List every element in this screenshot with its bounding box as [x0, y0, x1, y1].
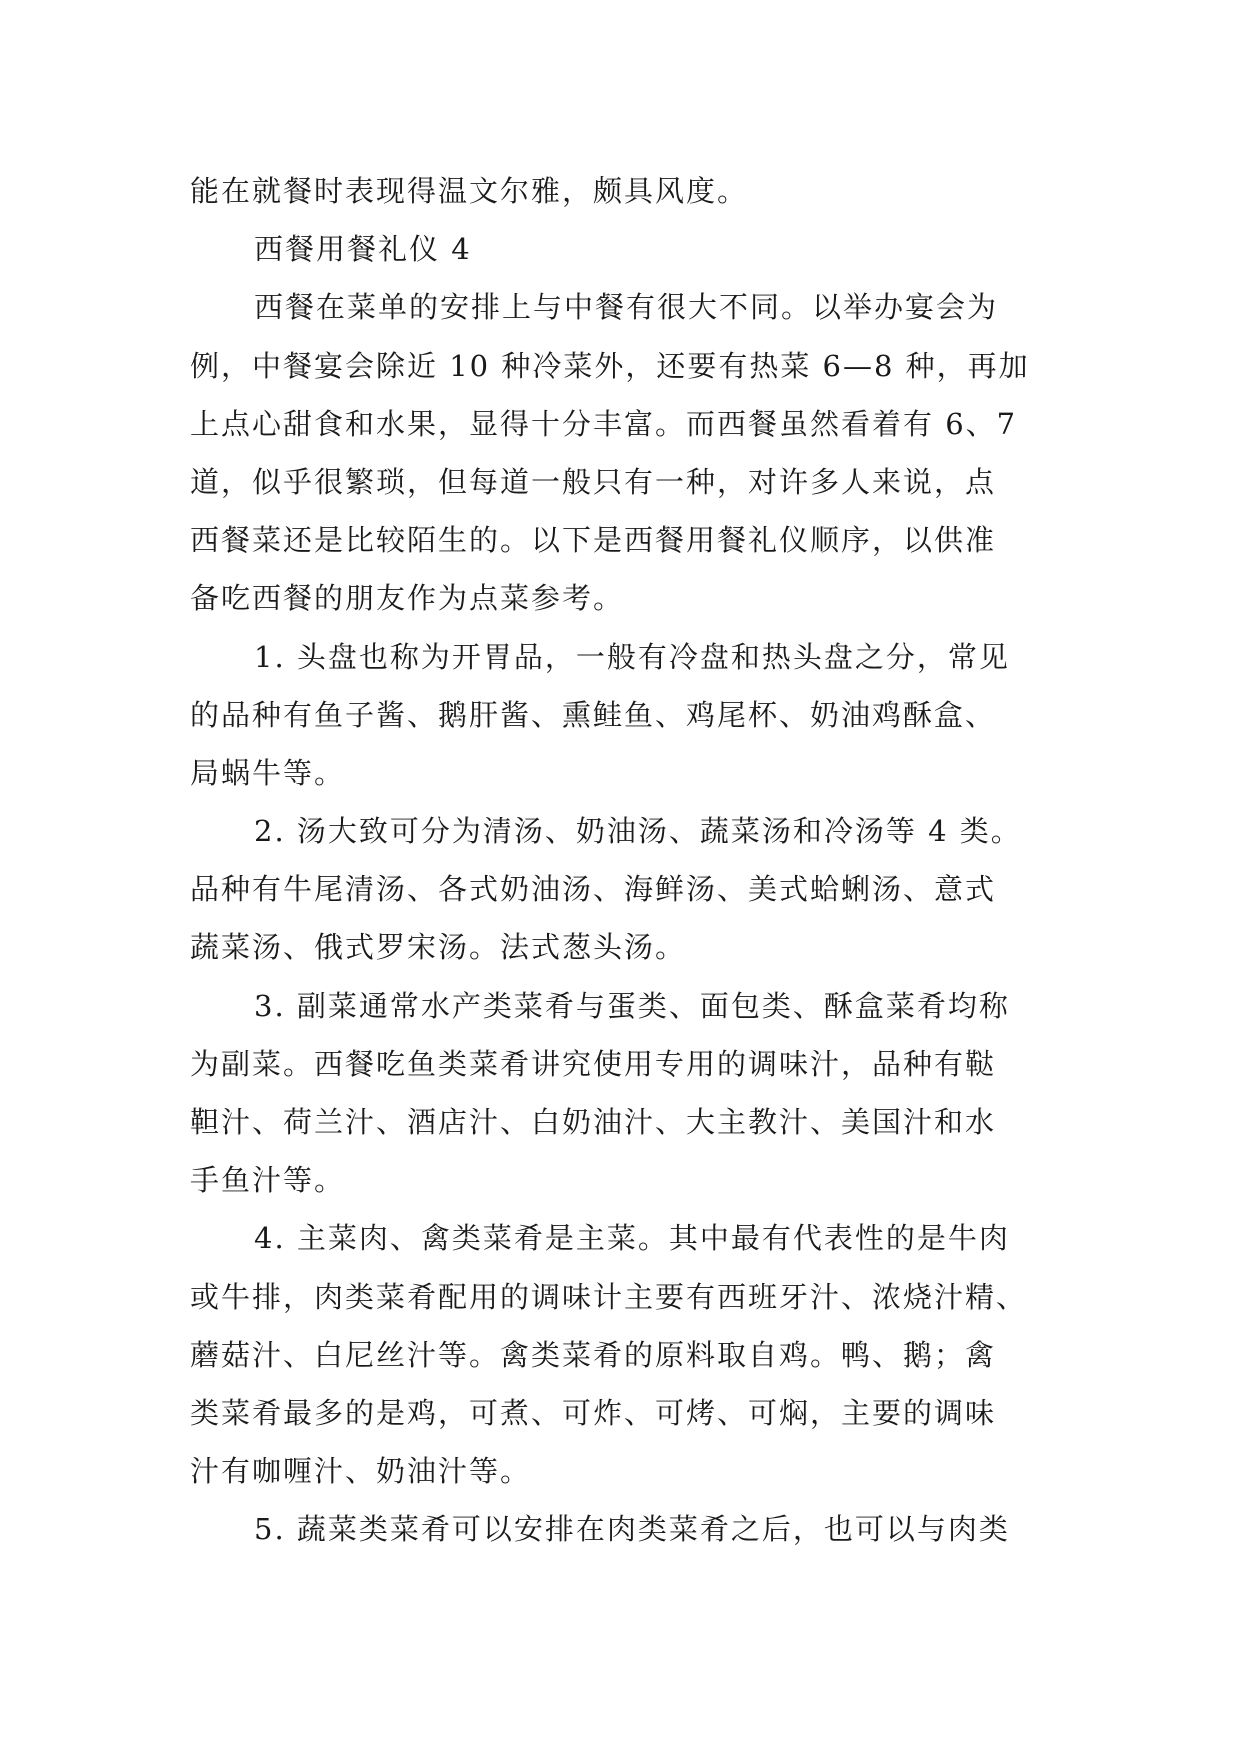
text-line: 品种有牛尾清汤、各式奶油汤、海鲜汤、美式蛤蜊汤、意式 [190, 872, 997, 907]
text-line: 局蜗牛等。 [190, 755, 346, 790]
text-line: 手鱼汁等。 [190, 1163, 346, 1198]
text-line: 为副菜。西餐吃鱼类菜肴讲究使用专用的调味汁，品种有鞑 [190, 1046, 997, 1081]
text-line: 或牛排，肉类菜肴配用的调味计主要有西班牙汁、浓烧汁精、 [190, 1279, 1028, 1314]
text-line: 蘑菇汁、白尼丝汁等。禽类菜肴的原料取自鸡。鸭、鹅；禽 [190, 1337, 997, 1372]
list-item-start: 3. 副菜通常水产类菜肴与蛋类、面包类、酥盒菜肴均称 [254, 988, 1010, 1023]
text-line: 例，中餐宴会除近 10 种冷菜外，还要有热菜 6—8 种，再加 [190, 348, 1030, 383]
text-line: 西餐菜还是比较陌生的。以下是西餐用餐礼仪顺序，以供准 [190, 523, 997, 558]
list-item-start: 4. 主菜肉、禽类菜肴是主菜。其中最有代表性的是牛肉 [254, 1221, 1010, 1256]
list-item-start: 2. 汤大致可分为清汤、奶油汤、蔬菜汤和冷汤等 4 类。 [254, 814, 1022, 849]
list-item-start: 1. 头盘也称为开胃品，一般有冷盘和热头盘之分，常见 [254, 639, 1010, 674]
text-line: 西餐在菜单的安排上与中餐有很大不同。以举办宴会为 [254, 290, 999, 325]
text-line: 的品种有鱼子酱、鹅肝酱、熏鲑鱼、鸡尾杯、奶油鸡酥盒、 [190, 697, 997, 732]
text-line: 上点心甜食和水果，显得十分丰富。而西餐虽然看着有 6、7 [190, 406, 1018, 441]
text-line: 类菜肴最多的是鸡，可煮、可炸、可烤、可焖，主要的调味 [190, 1395, 997, 1430]
list-item-start: 5. 蔬菜类菜肴可以安排在肉类菜肴之后，也可以与肉类 [254, 1512, 1010, 1547]
text-line: 道，似乎很繁琐，但每道一般只有一种，对许多人来说，点 [190, 464, 997, 499]
text-line: 蔬菜汤、俄式罗宋汤。法式葱头汤。 [190, 930, 687, 965]
text-line: 能在就餐时表现得温文尔雅，颇具风度。 [190, 174, 749, 208]
text-line: 备吃西餐的朋友作为点菜参考。 [190, 581, 625, 616]
text-line: 靼汁、荷兰汁、酒店汁、白奶油汁、大主教汁、美国汁和水 [190, 1105, 997, 1139]
body-text [190, 162, 1070, 1559]
text-line: 汁有咖喱汁、奶油汁等。 [190, 1454, 532, 1489]
section-heading: 西餐用餐礼仪 4 [254, 232, 472, 267]
